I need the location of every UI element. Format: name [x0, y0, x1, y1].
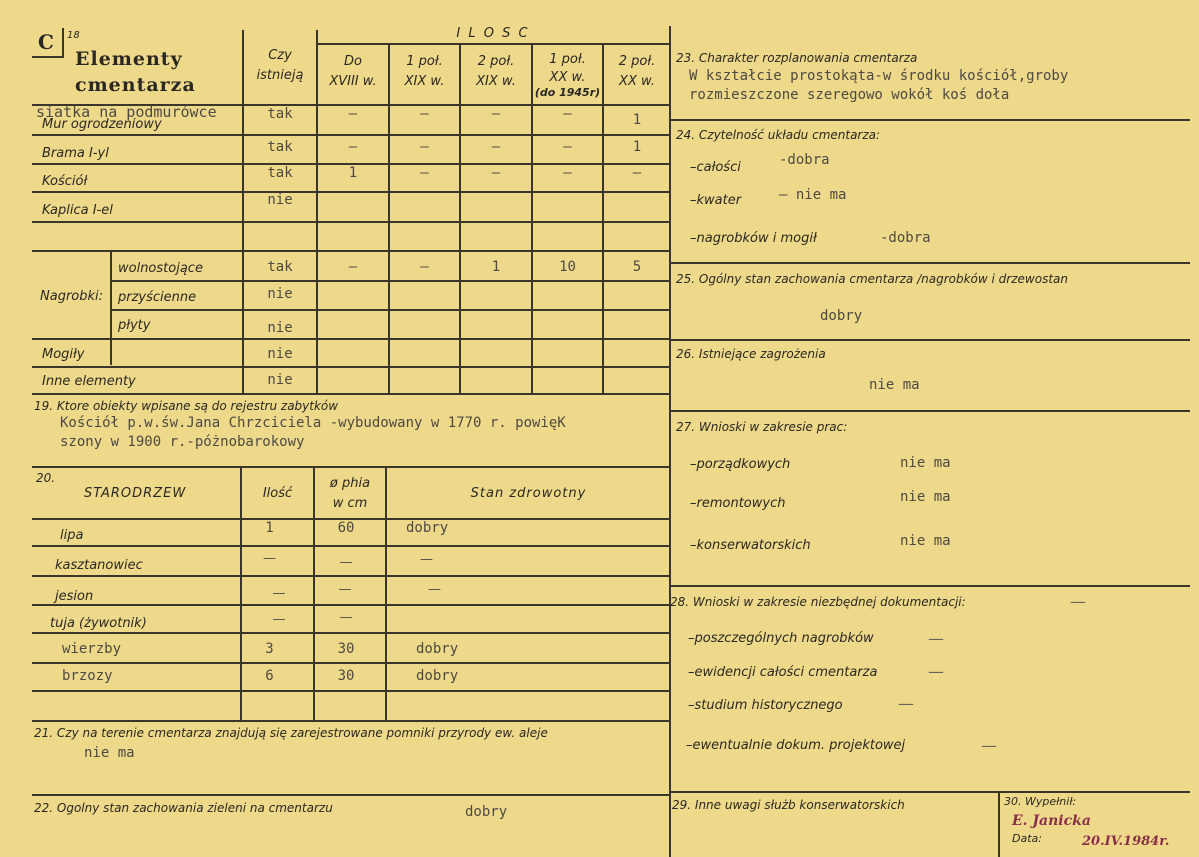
header-czy: Czy: [268, 48, 292, 63]
grid-line: [32, 545, 670, 547]
header-col-5b: XX w.: [619, 74, 655, 89]
s24-row-label: –nagrobków i mogił: [690, 231, 817, 246]
s20-col2: Ilość: [262, 486, 293, 501]
row-label: płyty: [118, 318, 151, 333]
tree-phia: 30: [337, 641, 355, 657]
grid-line: [32, 632, 670, 634]
s21-label: 21. Czy na terenie cmentarza znajdują się zarejestrowane pomniki przyrody ew. aleje: [34, 726, 548, 740]
s25-value: dobry: [820, 308, 863, 324]
grid-line: [32, 794, 670, 796]
header-col-3: 2 poł.: [477, 54, 515, 69]
qty-cell: –: [491, 106, 501, 122]
exists-value: nie: [267, 346, 293, 362]
s30-date: 20.IV.1984r.: [1082, 834, 1170, 849]
exists-value: tak: [267, 259, 293, 275]
s27-label: 27. Wnioski w zakresie prac:: [676, 420, 848, 434]
s24-row-value: – nie ma: [779, 187, 847, 203]
qty-cell: 5: [632, 259, 642, 275]
header-ilosc: I L O S C: [456, 26, 530, 41]
tree-name: lipa: [60, 528, 84, 543]
header-col-4b: XX w.: [549, 70, 586, 85]
exists-value: nie: [267, 286, 293, 302]
card-number: 18: [67, 30, 80, 41]
header-col-4: 1 poł.: [549, 52, 586, 67]
exists-value: nie: [267, 192, 293, 208]
s28-row: –studium historycznego: [688, 698, 843, 713]
s30-date-label: Data:: [1012, 832, 1042, 845]
header-col-1b: XVIII w.: [329, 74, 377, 89]
dash-mark: —: [1070, 592, 1086, 611]
s20-col1: STARODRZEW: [84, 486, 187, 501]
qty-cell: 1: [632, 112, 642, 128]
s20-col3: ø phia: [329, 476, 371, 491]
s19-line1: Kościół p.w.św.Jana Chrzciciela -wybudowany w 1770 r. powięK: [60, 415, 566, 431]
card-title-line2: cmentarza: [75, 74, 196, 96]
nagrobki-label: Nagrobki:: [40, 289, 104, 304]
qty-cell: 1: [632, 139, 642, 155]
s24-row-label: –kwater: [690, 193, 742, 208]
grid-line: [110, 250, 112, 365]
s19-label: 19. Ktore obiekty wpisane są do rejestru zabytków: [34, 399, 339, 413]
grid-line: [32, 690, 670, 692]
tree-phia: 60: [337, 520, 355, 536]
tree-qty: —: [272, 586, 286, 601]
s24-label: 24. Czytelność układu cmentarza:: [676, 128, 881, 142]
s24-row-label: –całości: [690, 160, 741, 175]
grid-line: [32, 466, 670, 468]
grid-line: [670, 585, 1190, 587]
grid-line: [998, 791, 1000, 857]
tree-phia: —: [339, 610, 353, 625]
tree-qty: —: [263, 551, 276, 566]
grid-line: [670, 262, 1190, 264]
row-label: Mur ogrodzeniowy: [42, 117, 162, 132]
s26-label: 26. Istniejące zagrożenia: [676, 347, 826, 361]
grid-line: [602, 44, 604, 393]
grid-line: [32, 221, 670, 223]
qty-cell: –: [348, 259, 358, 275]
grid-line: [32, 250, 670, 252]
grid-line: [32, 604, 670, 606]
header-col-5: 2 poł.: [618, 54, 656, 69]
header-istnieja: istnieją: [256, 68, 304, 83]
grid-line: [32, 191, 670, 193]
box-border: [62, 28, 64, 56]
s27-row-value: nie ma: [900, 489, 951, 505]
s24-row-value: -dobra: [880, 230, 931, 246]
header-col-1: Do: [344, 54, 362, 69]
s19-line2: szony w 1900 r.-póżnobarokowy: [60, 434, 305, 450]
dash-mark: —: [928, 662, 944, 681]
grid-line: [32, 393, 670, 395]
grid-line: [110, 309, 670, 311]
grid-line: [316, 43, 670, 45]
dash-mark: —: [898, 694, 914, 713]
s27-row-label: –konserwatorskich: [690, 538, 811, 553]
row-label: Mogiły: [42, 347, 85, 362]
s23-label: 23. Charakter rozplanowania cmentarza: [676, 51, 918, 65]
tree-qty: —: [272, 612, 286, 627]
tree-name: kasztanowiec: [55, 558, 143, 573]
s27-row-label: –remontowych: [690, 496, 786, 511]
s28-row: –ewidencji całości cmentarza: [688, 665, 878, 680]
row-label: przyścienne: [118, 290, 197, 305]
qty-cell: –: [420, 259, 429, 275]
s23-line2: rozmieszczone szeregowo wokół koś doła: [689, 87, 1010, 103]
s28-row: –ewentualnie dokum. projektowej: [686, 738, 906, 753]
s20-num: 20.: [36, 471, 56, 485]
grid-line: [670, 410, 1190, 412]
exists-value: tak: [267, 139, 293, 155]
tree-phia: 30: [337, 668, 355, 684]
row-note: siatka na podmurówce: [36, 103, 217, 121]
s24-row-value: -dobra: [779, 152, 830, 168]
tree-name: jesion: [55, 589, 94, 604]
card-letter: C: [38, 30, 54, 54]
grid-line: [670, 791, 1190, 793]
grid-line: [385, 466, 387, 720]
qty-cell: –: [348, 139, 358, 155]
grid-line: [110, 280, 670, 282]
s28-row: –poszczególnych nagrobków: [688, 631, 874, 646]
dash-mark: —: [928, 629, 944, 648]
tree-qty: 1: [265, 520, 274, 536]
qty-cell: –: [491, 139, 501, 155]
s22-label: 22. Ogolny stan zachowania zieleni na cmentarzu: [34, 801, 333, 815]
tree-state: dobry: [416, 668, 459, 684]
tree-name: brzozy: [62, 668, 113, 684]
box-border: [32, 56, 64, 58]
qty-cell: 10: [559, 259, 576, 275]
qty-cell: –: [563, 139, 572, 155]
qty-cell: –: [420, 139, 429, 155]
s25-label: 25. Ogólny stan zachowania cmentarza /nagrobków i drzewostan: [676, 272, 1068, 286]
qty-cell: –: [563, 106, 572, 122]
grid-line: [459, 44, 461, 393]
card-title-line1: Elementy: [75, 48, 183, 70]
s20-col4: Stan zdrowotny: [470, 486, 587, 501]
qty-cell: –: [348, 106, 358, 122]
s27-row-label: –porządkowych: [690, 457, 791, 472]
tree-qty: 3: [265, 641, 274, 657]
exists-value: nie: [267, 372, 293, 388]
header-col-2: 1 poł.: [406, 54, 443, 69]
qty-cell: 1: [491, 259, 501, 275]
tree-state: dobry: [406, 520, 449, 536]
s20-col3b: w cm: [332, 496, 368, 511]
qty-cell: –: [491, 165, 501, 181]
qty-cell: –: [420, 165, 429, 181]
grid-line: [670, 119, 1190, 121]
exists-value: nie: [267, 320, 293, 336]
s21-value: nie ma: [84, 745, 135, 761]
tree-phia: —: [339, 555, 353, 570]
grid-line: [32, 575, 670, 577]
header-col-2b: XIX w.: [404, 74, 445, 89]
exists-value: tak: [267, 165, 293, 181]
grid-line: [670, 339, 1190, 341]
qty-cell: –: [632, 165, 642, 181]
row-label: Inne elementy: [42, 374, 136, 389]
s26-value: nie ma: [869, 377, 920, 393]
row-label: Brama I-yl: [42, 146, 109, 161]
tree-state: —: [428, 582, 441, 597]
grid-line: [32, 338, 670, 340]
exists-value: tak: [267, 106, 293, 122]
qty-cell: 1: [348, 165, 358, 181]
s30-label: 30. Wypełnił:: [1004, 795, 1077, 808]
tree-state: —: [420, 552, 433, 567]
grid-line: [388, 44, 390, 393]
s28-label: 28. Wnioski w zakresie niezbędnej dokumentacji:: [670, 595, 966, 609]
header-col-4c: (do 1945r): [534, 86, 601, 99]
dash-mark: —: [981, 736, 997, 755]
qty-cell: –: [420, 106, 429, 122]
tree-qty: 6: [265, 668, 274, 684]
tree-state: dobry: [416, 641, 459, 657]
row-label: Kaplica I-el: [42, 203, 113, 218]
s22-value: dobry: [465, 804, 508, 820]
tree-phia: —: [338, 582, 352, 597]
s27-row-value: nie ma: [900, 533, 951, 549]
grid-line: [32, 662, 670, 664]
qty-cell: –: [563, 165, 572, 181]
s30-name: E. Janicka: [1012, 813, 1091, 829]
row-label: Kościół: [42, 174, 88, 189]
header-col-3b: XIX w.: [476, 74, 516, 89]
tree-name: tuja (żywotnik): [50, 616, 147, 631]
grid-line: [32, 720, 670, 722]
row-label: wolnostojące: [118, 261, 203, 276]
s23-line1: W kształcie prostokąta-w środku kościół,groby: [689, 68, 1069, 84]
s29-label: 29. Inne uwagi służb konserwatorskich: [672, 798, 905, 812]
grid-line: [32, 134, 670, 136]
s27-row-value: nie ma: [900, 455, 951, 471]
tree-name: wierzby: [62, 641, 122, 657]
grid-line: [32, 366, 670, 368]
section-divider: [669, 26, 671, 857]
